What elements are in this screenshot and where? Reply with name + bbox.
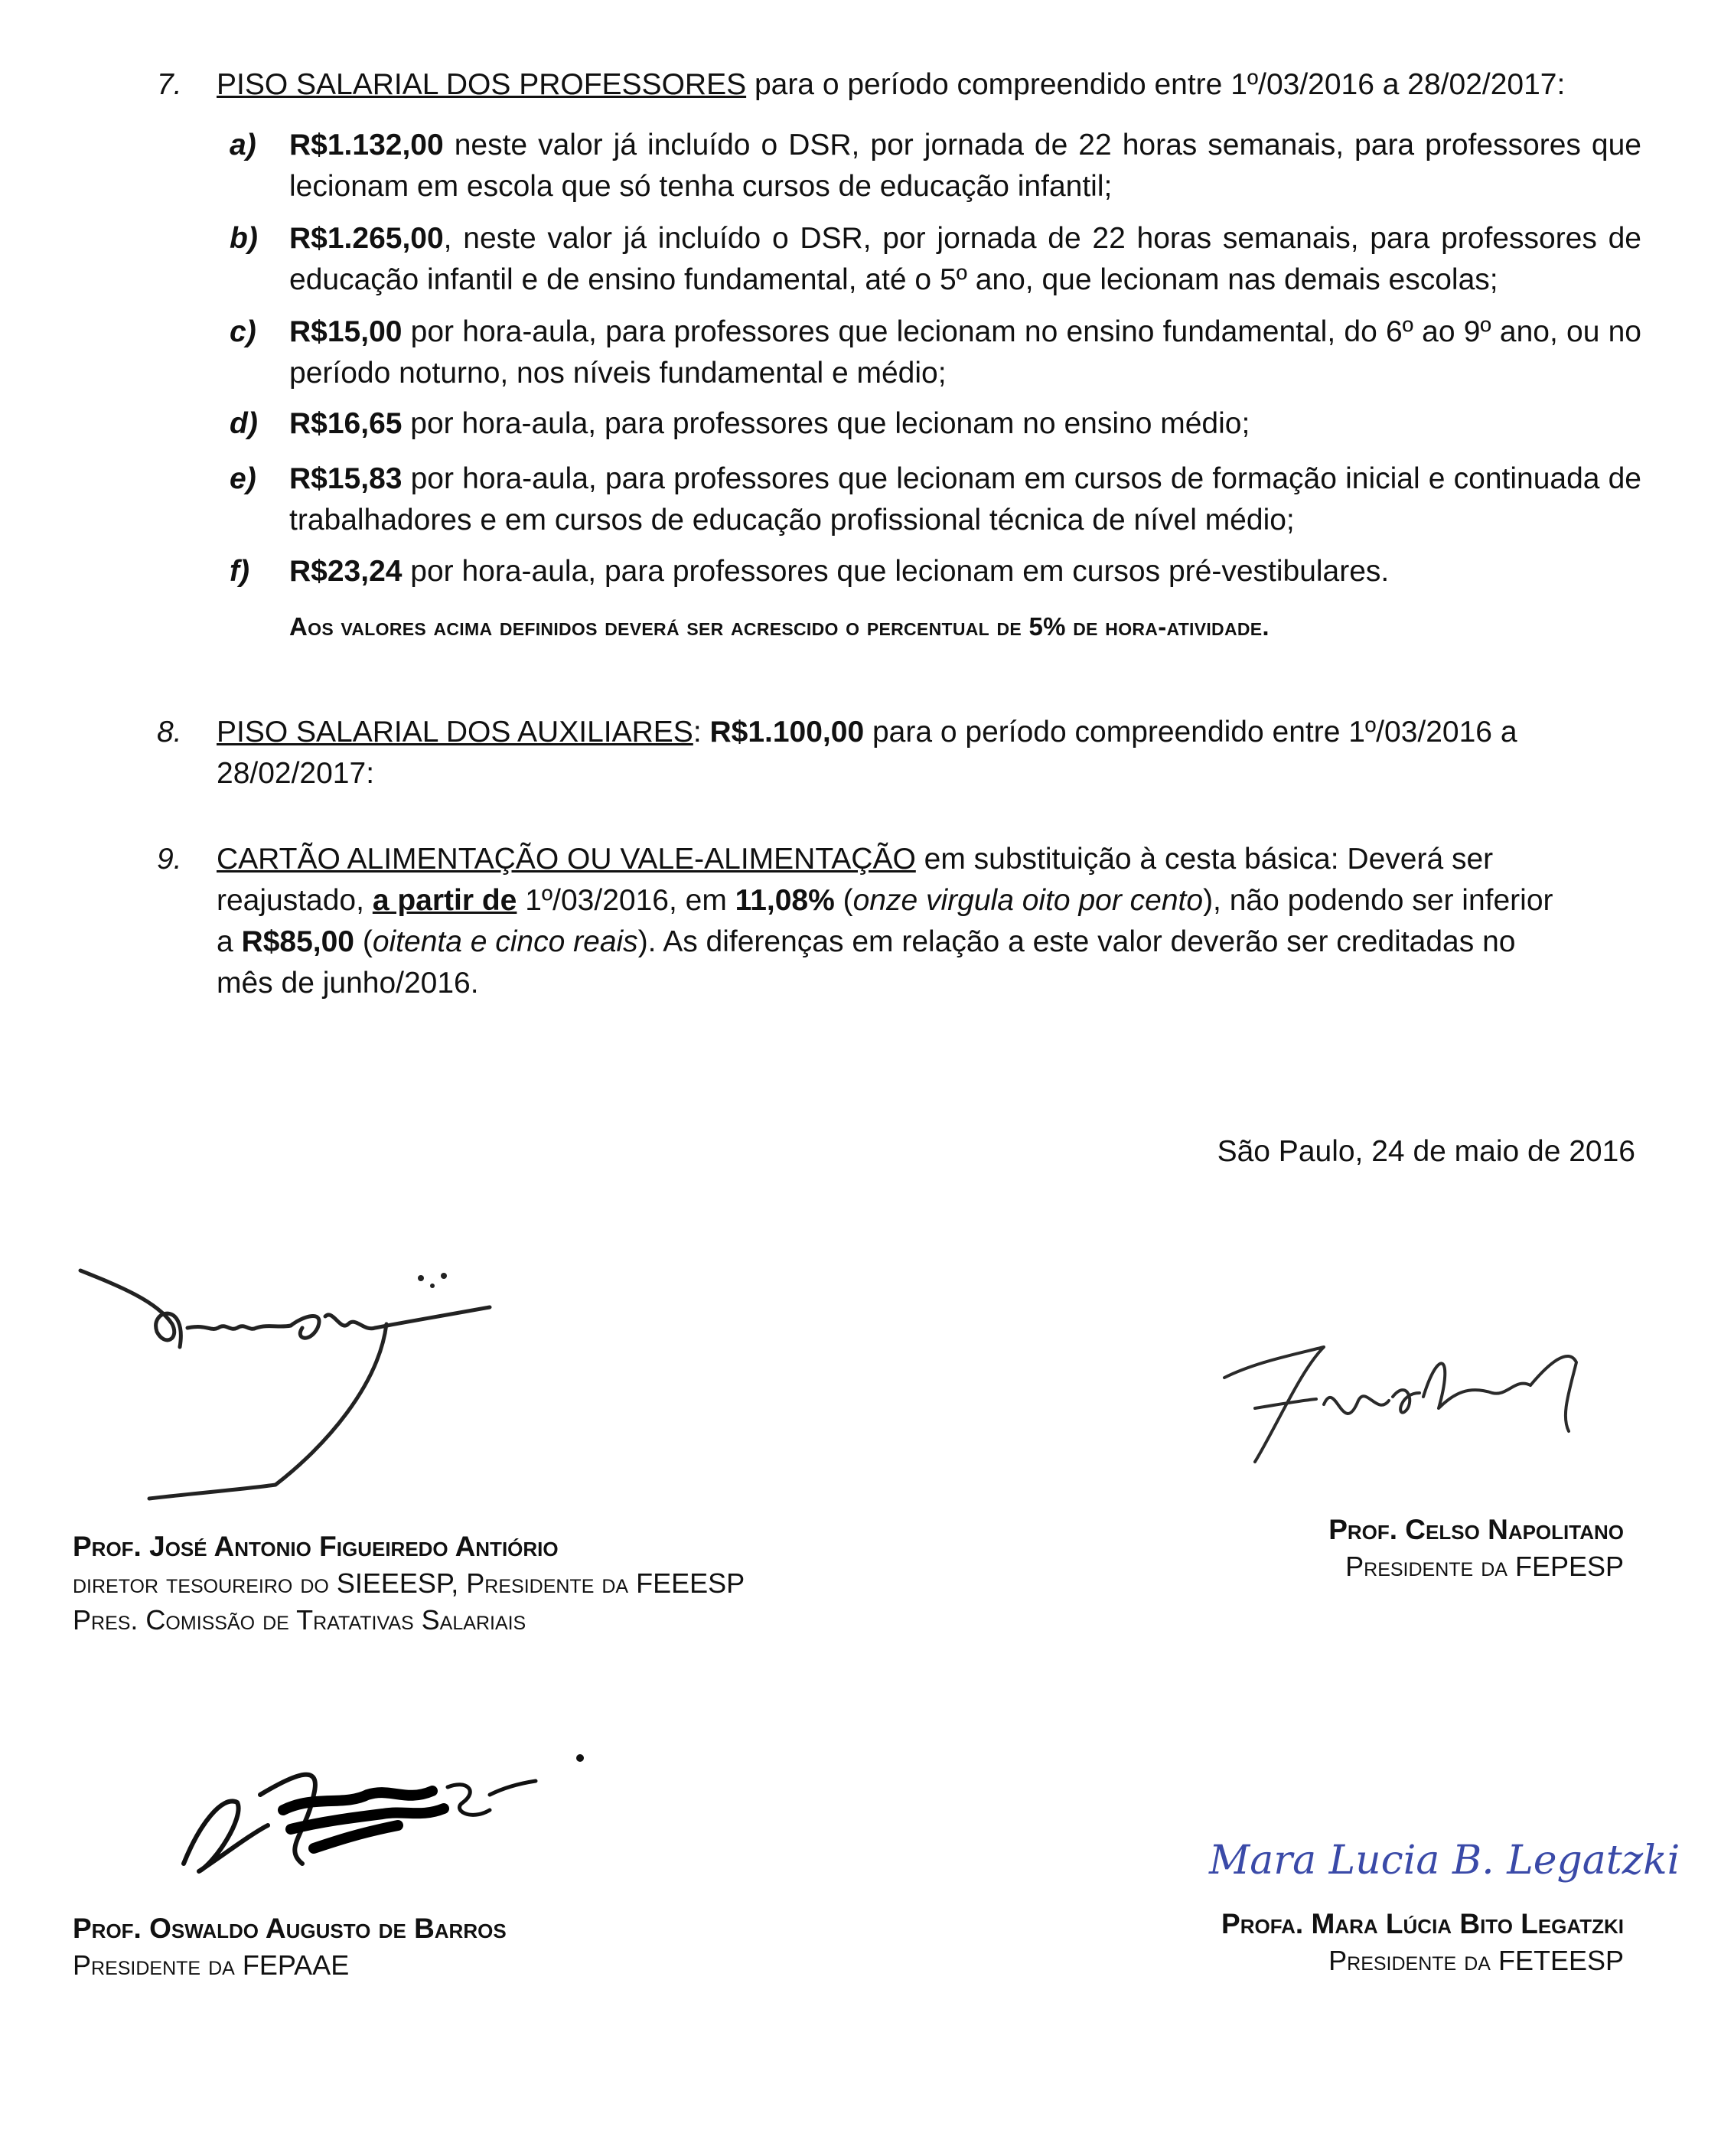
item-7-rest: para o período compreendido entre 1º/03/2016 a 28/02/2017: bbox=[746, 68, 1566, 101]
signatory-role: Pres. Comissão de Tratativas Salariais bbox=[73, 1604, 526, 1636]
subitem-letter: b) bbox=[230, 222, 258, 255]
subitem-value: R$16,65 bbox=[289, 407, 403, 440]
item-7-title: PISO SALARIAL DOS PROFESSORES bbox=[217, 68, 747, 101]
item-9-percent: 11,08% bbox=[735, 884, 835, 917]
item-9-min-value: R$85,00 bbox=[241, 925, 354, 958]
subitem-letter: c) bbox=[230, 315, 256, 348]
item-8-text bbox=[217, 712, 1563, 794]
item-9-percent-words: onze virgula oito por cento bbox=[852, 884, 1204, 917]
signature-oswaldo bbox=[168, 1749, 597, 1902]
item-9-text-part: ( bbox=[834, 884, 853, 917]
signatory-name: Profa. Mara Lúcia Bito Legatzki bbox=[1221, 1908, 1624, 1939]
hora-atividade-note: Aos valores acima definidos deverá ser acrescido o percentual de 5% de hora-atividade. bbox=[289, 612, 1270, 641]
item-8-title: PISO SALARIAL DOS AUXILIARES bbox=[217, 716, 693, 749]
signatory-celso bbox=[1328, 1512, 1624, 1585]
item-9-min-words: oitenta e cinco reais bbox=[372, 925, 638, 958]
signatory-role: Presidente da FETEESP bbox=[1328, 1945, 1624, 1976]
subitem-letter: e) bbox=[230, 462, 256, 495]
item-9-text bbox=[217, 839, 1563, 1004]
item-number: 9. bbox=[157, 843, 182, 876]
item-9-title: CARTÃO ALIMENTAÇÃO OU VALE-ALIMENTAÇÃO bbox=[217, 843, 916, 876]
signatory-name: Prof. José Antonio Figueiredo Antiório bbox=[73, 1531, 559, 1562]
subitem-value: R$1.132,00 bbox=[289, 129, 444, 161]
item-9-text-part: ( bbox=[354, 925, 373, 958]
subitem-text: neste valor já incluído o DSR, por jornada de 22 horas semanais, para professores que lecionam em escola que só tenha cursos de educação infantil; bbox=[289, 129, 1641, 203]
item-9-text-part: ), não podendo ser inferior a bbox=[217, 884, 1553, 958]
item-number: 8. bbox=[157, 716, 182, 749]
signatory-role: diretor tesoureiro do SIEEESP, Presidente da FEEESP bbox=[73, 1567, 745, 1599]
item-8-colon: : bbox=[693, 716, 710, 749]
subitem-value: R$23,24 bbox=[289, 555, 403, 588]
signatory-role: Presidente da FEPAAE bbox=[73, 1949, 350, 1981]
subitem-value: R$15,00 bbox=[289, 315, 403, 348]
subitem-text: por hora-aula, para professores que lecionam no ensino fundamental, do 6º ao 9º ano, ou no período noturno, nos níveis fundamental e médio; bbox=[289, 315, 1641, 390]
signature-mara bbox=[1194, 1829, 1680, 1898]
subitem-text: , neste valor já incluído o DSR, por jornada de 22 horas semanais, para professores de educação infantil e de ensino fundamental, até o 5º ano, que lecionam nas demais escolas; bbox=[289, 222, 1641, 296]
item-9-text-part: 1º/03/2016, em bbox=[517, 884, 735, 917]
subitem-value: R$15,83 bbox=[289, 462, 403, 495]
item-8-rest: para o período compreendido entre 1º/03/2016 a 28/02/2017: bbox=[217, 716, 1517, 790]
signatory-oswaldo bbox=[73, 1910, 507, 1984]
subitem-value: R$1.265,00 bbox=[289, 222, 444, 255]
signatory-role: Presidente da FEPESP bbox=[1345, 1551, 1624, 1582]
item-9-text-part: ). As diferenças em relação a este valor deverão ser creditadas no mês de junho/2016. bbox=[217, 925, 1516, 1000]
signatory-mara bbox=[1221, 1906, 1624, 1979]
signatory-name: Prof. Celso Napolitano bbox=[1328, 1514, 1624, 1545]
date-line: São Paulo, 24 de maio de 2016 bbox=[1217, 1135, 1635, 1168]
item-9-text-part: em substituição à cesta básica: Deverá ser reajustado, bbox=[217, 843, 1494, 917]
item-7-heading bbox=[217, 64, 1640, 106]
subitem-text: por hora-aula, para professores que lecionam em cursos de formação inicial e continuada de trabalhadores e em cursos de educação profissional técnica de nível médio; bbox=[289, 462, 1641, 537]
signature-jose bbox=[73, 1255, 517, 1500]
item-number: 7. bbox=[157, 68, 182, 101]
subitem-text: por hora-aula, para professores que lecionam no ensino médio; bbox=[402, 407, 1250, 440]
signature-mara-text: Mara Lucia B. Legatzki bbox=[1209, 1838, 1680, 1884]
signatory-jose bbox=[73, 1528, 745, 1639]
item-8-value: R$1.100,00 bbox=[709, 716, 865, 749]
subitem-letter: d) bbox=[230, 407, 258, 440]
subitem-text: por hora-aula, para professores que lecionam em cursos pré-vestibulares. bbox=[402, 555, 1390, 588]
signatory-name: Prof. Oswaldo Augusto de Barros bbox=[73, 1913, 507, 1944]
subitem-letter: a) bbox=[230, 129, 256, 161]
item-9-from: a partir de bbox=[372, 884, 517, 917]
signature-celso bbox=[1209, 1332, 1607, 1469]
subitem-letter: f) bbox=[230, 555, 249, 588]
